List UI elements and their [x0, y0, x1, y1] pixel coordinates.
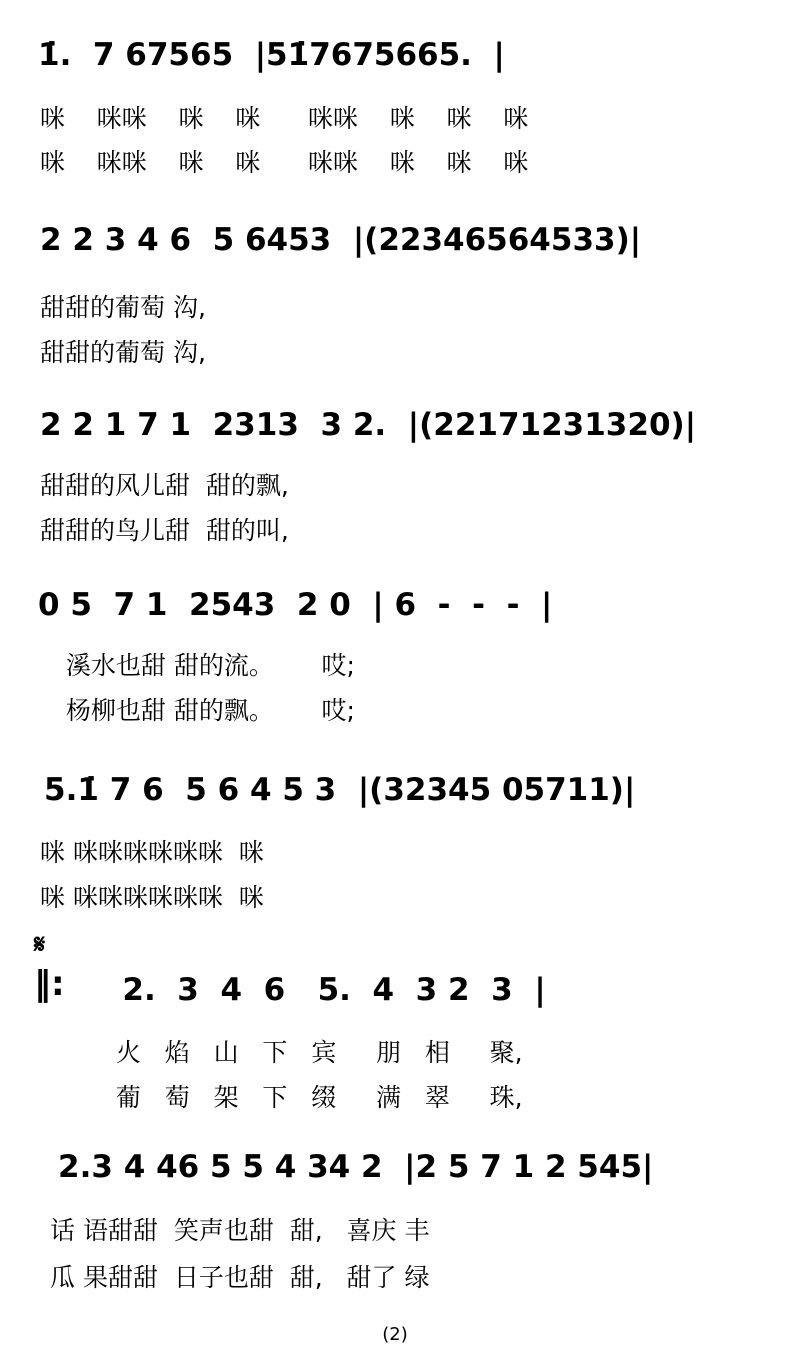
line-6-lyric-1: 火 焰 山 下 宾 朋 相 聚, — [100, 1038, 523, 1067]
line-6-lyric-2: 葡 萄 架 下 缀 满 翠 珠, — [100, 1083, 523, 1112]
line-4-lyric-1: 溪水也甜 甜的流。 哎; — [50, 651, 355, 680]
line-1-notes: 1̇. 7 67565 |51̇7675665. | — [38, 37, 505, 73]
page-number: (2) — [382, 1324, 408, 1345]
line-4-notes: 0 5 7 1 2543 2 0 | 6 - - - | — [38, 587, 553, 623]
line-7-notes: 2.3 4 46 5 5 4 34 2 |2 5 7 1 2 545| — [58, 1149, 654, 1185]
line-3-lyric-1: 甜甜的风儿甜 甜的飘, — [40, 471, 289, 500]
line-3-lyric-2: 甜甜的鸟儿甜 甜的叫, — [40, 516, 289, 545]
line-3-notes: 2 2 1 7 1 2313 3 2. |(22171231320)| — [40, 407, 697, 443]
line-1-lyric-1: 咪 咪咪 咪 咪 咪咪 咪 咪 咪 — [40, 104, 529, 133]
line-1-lyric-2: 咪 咪咪 咪 咪 咪咪 咪 咪 咪 — [40, 148, 529, 177]
line-2-notes: 2 2 3 4 6 5 6453 |(22346564533)| — [40, 222, 642, 258]
line-2-lyric-2: 甜甜的葡萄 沟, — [40, 338, 206, 367]
segno-icon: 𝄋 — [34, 930, 46, 960]
line-6-notes: 2. 3 4 6 5. 4 3 2 3 | — [90, 972, 546, 1008]
line-5-lyric-1: 咪 咪咪咪咪咪咪 咪 — [40, 838, 264, 867]
line-5-notes: 5.1̇ 7 6 5 6 4 5 3 |(32345 05711)| — [44, 772, 636, 808]
repeat-start-icon: ‖: — [34, 964, 65, 1004]
line-7-lyric-1: 话 语甜甜 笑声也甜 甜, 喜庆 丰 — [50, 1216, 430, 1245]
line-2-lyric-1: 甜甜的葡萄 沟, — [40, 293, 206, 322]
line-4-lyric-2: 杨柳也甜 甜的飘。 哎; — [50, 696, 355, 725]
line-5-lyric-2: 咪 咪咪咪咪咪咪 咪 — [40, 883, 264, 912]
line-7-lyric-2: 瓜 果甜甜 日子也甜 甜, 甜了 绿 — [50, 1263, 430, 1292]
